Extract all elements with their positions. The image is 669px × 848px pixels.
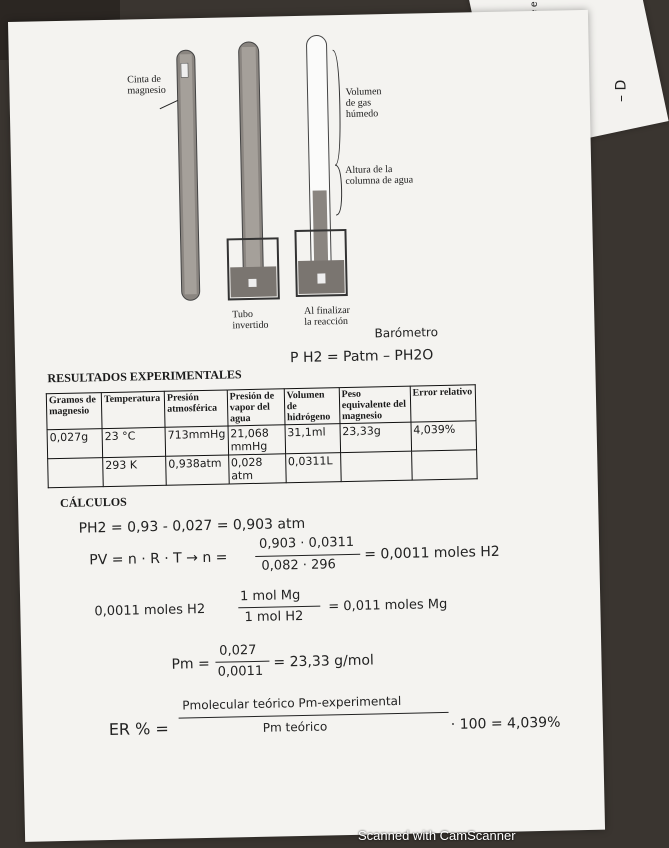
calc-line-3-den: 1 mol H2	[244, 608, 304, 626]
label-ribbon	[127, 74, 166, 97]
calc-line-2-den: 0,082 · 296	[261, 557, 337, 574]
tube-with-ribbon	[177, 50, 200, 300]
header-cell: Peso equivalente del magnesio	[339, 386, 411, 423]
fraction-bar	[255, 554, 360, 557]
table-cell	[340, 451, 412, 481]
fraction-bar	[215, 661, 269, 663]
scanner-watermark: Scanned with CamScanner	[358, 828, 516, 843]
label-gas-line2: de gas	[345, 97, 372, 109]
label-ribbon-line1: Cinta de	[127, 73, 161, 86]
calc-line-5-num: Pmolecular teórico Pm-experimental	[182, 693, 402, 713]
calc-line-2b: = 0,0011 moles H2	[364, 543, 500, 563]
results-table	[46, 384, 478, 488]
label-water-column	[345, 164, 413, 187]
fraction-bar	[179, 712, 449, 719]
header-cell: Temperatura	[101, 391, 165, 428]
calc-line-1: PH2 = 0,93 - 0,027 = 0,903 atm	[78, 515, 306, 537]
tube-inverted	[223, 41, 278, 299]
caption-final-line2: la reacción	[304, 315, 349, 328]
table-cell: 23,33g	[340, 422, 412, 452]
table-cell: 0,027g	[47, 429, 103, 459]
table-cell: 0,938atm	[166, 455, 229, 485]
label-water-line2: columna de agua	[345, 174, 414, 187]
document-page	[8, 10, 605, 842]
caption-inverted-line1: Tubo	[232, 308, 254, 321]
header-cell: Volumen de hidrógeno	[284, 388, 340, 425]
calc-line-5b: · 100 = 4,039%	[450, 714, 561, 733]
header-cell: Presión de vapor del agua	[227, 389, 285, 426]
table-cell: 31,1ml	[285, 424, 341, 454]
annotation-formula: P H2 = Patm – PH2O	[289, 347, 434, 367]
calc-line-2a: PV = n · R · T → n =	[89, 549, 228, 569]
label-gas-volume	[345, 86, 382, 120]
label-ribbon-line2: magnesio	[127, 84, 166, 97]
calc-line-4-den: 0,0011	[217, 663, 264, 680]
tube-final	[291, 35, 346, 296]
caption-inverted	[232, 309, 269, 332]
table-cell: 293 K	[103, 456, 167, 486]
caption-inverted-line2: invertido	[232, 319, 269, 332]
header-cell: Error relativo	[410, 385, 476, 422]
label-gas-line3: húmedo	[345, 108, 379, 120]
calc-line-5-den: Pm teórico	[262, 719, 328, 735]
header-cell: Gramos de magnesio	[46, 393, 102, 430]
apparatus-figure	[8, 10, 595, 362]
table-cell: 0,0311L	[285, 453, 341, 483]
table-cell: 0,028 atm	[228, 454, 286, 484]
calc-line-5a: ER % =	[108, 718, 170, 740]
table-cell: 23 °C	[102, 427, 166, 457]
annotation-barometer: Barómetro	[374, 325, 439, 341]
calc-line-4b: = 23,33 g/mol	[273, 652, 375, 671]
caption-final	[304, 305, 350, 328]
fraction-bar	[238, 606, 320, 609]
results-title: RESULTADOS EXPERIMENTALES	[47, 367, 242, 386]
table-cell	[411, 450, 477, 480]
side-handwriting-2: – D	[613, 79, 630, 102]
calc-line-2-num: 0,903 · 0,0311	[258, 534, 355, 552]
calc-line-4a: Pm =	[171, 655, 210, 673]
header-cell: Presión atmosférica	[164, 390, 227, 427]
calc-title: CÁLCULOS	[59, 494, 127, 511]
calc-line-3-num: 1 mol Mg	[239, 588, 301, 605]
calc-line-3b: = 0,011 moles Mg	[328, 596, 448, 615]
caption-final-line1: Al finalizar	[304, 304, 351, 317]
table-cell: 713mmHg	[165, 426, 228, 456]
calc-line-4-num: 0,027	[219, 642, 257, 659]
table-cell	[48, 458, 104, 488]
table-cell: 21,068 mmHg	[228, 425, 286, 455]
label-water-line1: Altura de la	[345, 163, 393, 176]
label-gas-line1: Volumen	[345, 86, 382, 98]
table-cell: 4,039%	[411, 421, 477, 451]
calc-line-3a: 0,0011 moles H2	[94, 602, 206, 620]
